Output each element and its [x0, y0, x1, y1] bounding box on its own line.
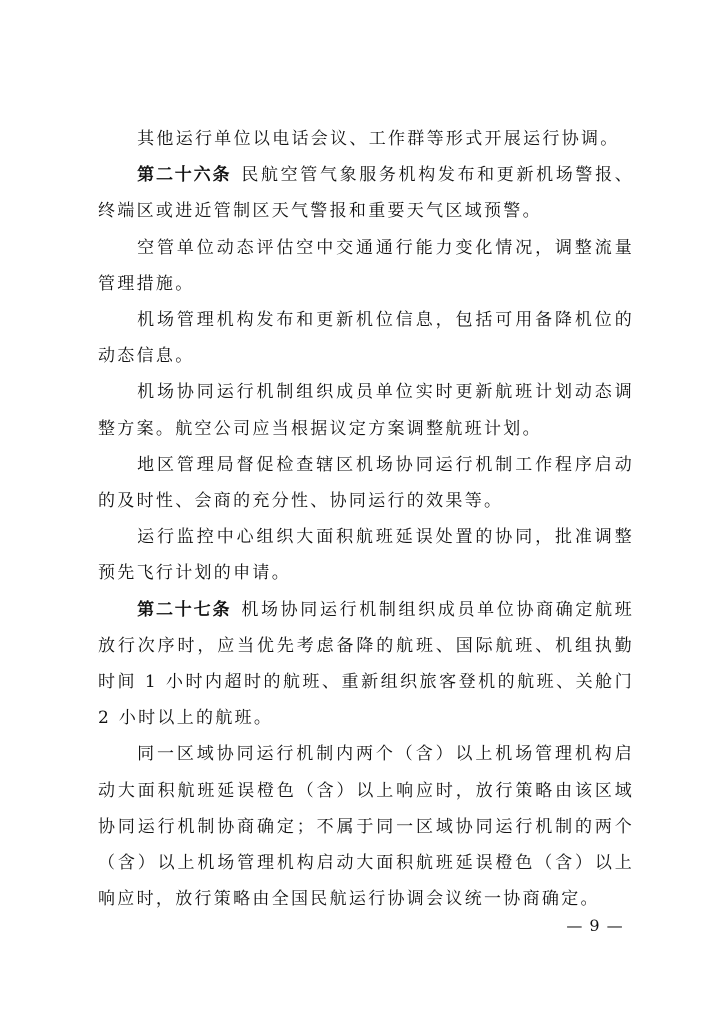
paragraph-9	[98, 736, 634, 917]
paragraph-7	[98, 519, 634, 591]
paragraph-text: 机场协同运行机制组织成员单位协商确定航班放行次序时，应当优先考虑备降的航班、国际航班、机组执勤时间 1 小时内超时的航班、重新组织旅客登机的航班、关舱门 2 小时以上的航班。	[98, 599, 635, 729]
document-body	[98, 121, 634, 917]
article-number: 第二十六条	[137, 165, 232, 186]
paragraph-text: 机场管理机构发布和更新机位信息，包括可用备降机位的动态信息。	[98, 310, 634, 367]
paragraph-text: 机场协同运行机制组织成员单位实时更新航班计划动态调整方案。航空公司应当根据议定方案调整航班计划。	[98, 382, 634, 439]
paragraph-text: 其他运行单位以电话会议、工作群等形式开展运行协调。	[137, 129, 620, 149]
paragraph-text: 运行监控中心组织大面积航班延误处置的协同，批准调整预先飞行计划的申请。	[98, 527, 634, 584]
paragraph-4	[98, 302, 634, 374]
paragraph-text: 同一区域协同运行机制内两个（含）以上机场管理机构启动大面积航班延误橙色（含）以上响应时，放行策略由该区域协同运行机制协商确定；不属于同一区域协同运行机制的两个（含）以上机场管理机构启动大面积航班延误橙色（含）以上响应时，放行策略由全国民航运行协调会议统一协商确定。	[98, 744, 634, 910]
article-number: 第二十七条	[137, 599, 232, 620]
paragraph-6	[98, 447, 634, 519]
paragraph-3	[98, 230, 634, 302]
paragraph-8	[98, 592, 634, 737]
paragraph-text: 空管单位动态评估空中交通通行能力变化情况，调整流量管理措施。	[98, 237, 634, 294]
paragraph-text: 民航空管气象服务机构发布和更新机场警报、终端区或进近管制区天气警报和重要天气区域预警。	[98, 165, 635, 222]
page-number: — 9 —	[566, 916, 624, 935]
paragraph-1	[98, 121, 634, 157]
paragraph-5	[98, 374, 634, 446]
paragraph-text: 地区管理局督促检查辖区机场协同运行机制工作程序启动的及时性、会商的充分性、协同运行的效果等。	[98, 454, 634, 512]
paragraph-2	[98, 157, 634, 229]
